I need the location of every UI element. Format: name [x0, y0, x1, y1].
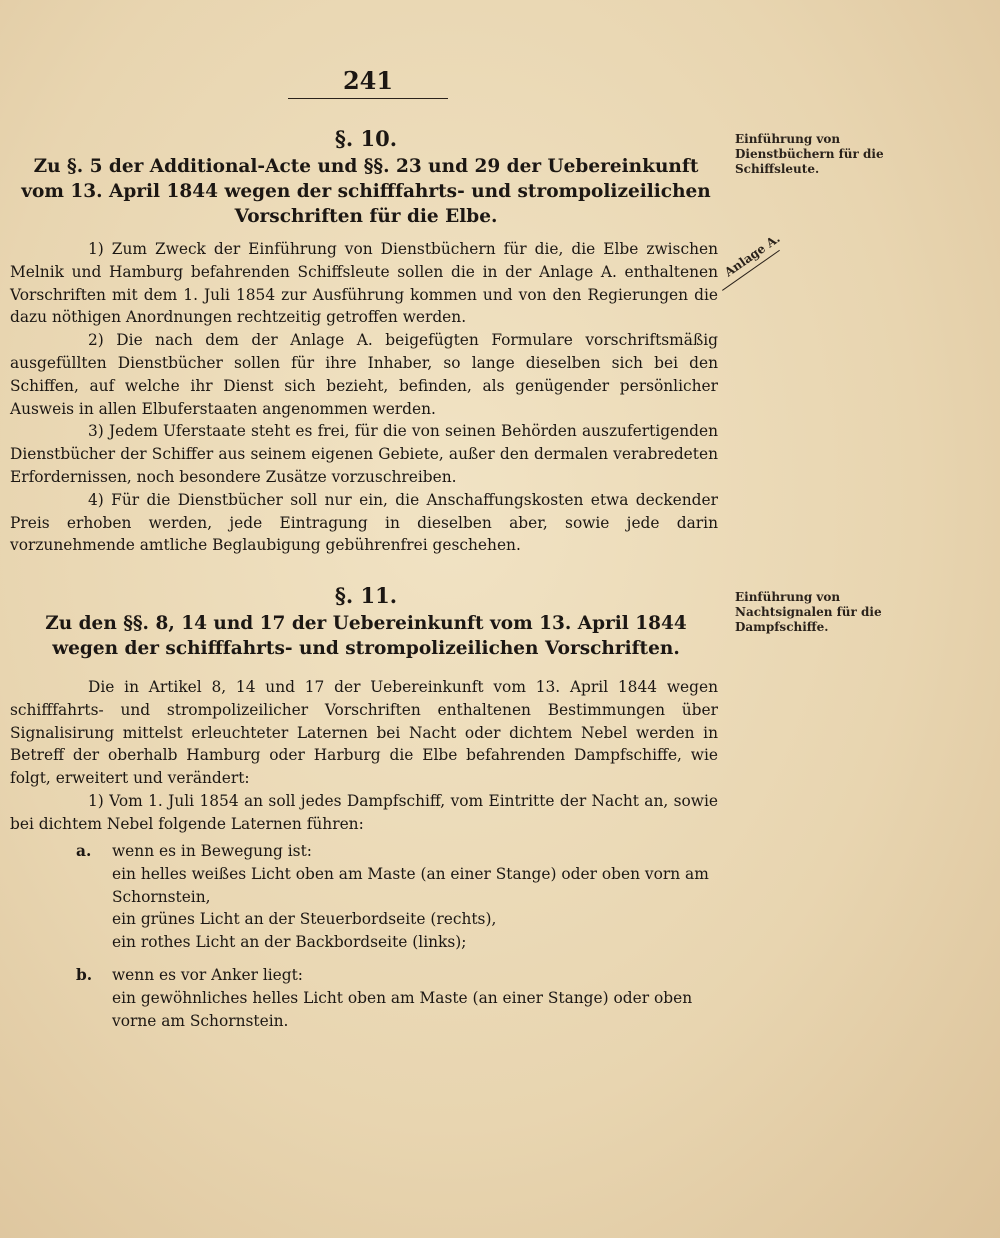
section-11-number: §. 11. [334, 583, 398, 608]
section-11-body [10, 676, 718, 836]
item-line: ein helles weißes Licht oben am Maste (an einer Stange) oder oben vorn am Schornstein, [112, 864, 709, 906]
section-11-heading: Zu den §§. 8, 14 und 17 der Uebereinkunft vom 13. April 1844 wegen der schifffahrts- und strompolizeilichen Vorschriften. [45, 613, 687, 659]
annex-a-stamp: Anlage A. [722, 231, 783, 280]
margin-note-service-books: Einführung von Dienstbüchern für die Schiffsleute. [735, 132, 884, 176]
paragraph: 1) Vom 1. Juli 1854 an soll jedes Dampfschiff, vom Eintritte der Nacht an, sowie bei dichtem Nebel folgende Laternen führen: [10, 791, 718, 833]
item-label: b. [76, 965, 93, 984]
section-10-heading: Zu §. 5 der Additional-Acte und §§. 23 und 29 der Uebereinkunft vom 13. April 1844 wegen der schifffahrts- und strompolizeilichen Vorschriften für die Elbe. [21, 156, 711, 227]
paragraph: 4) Für die Dienstbücher soll nur ein, die Anschaffungskosten etwa deckender Preis erhoben werden, jede Eintragung in dieselben aber, sowie jede darin vorzunehmende amtliche Beglaubigung gebührenfrei geschehen. [10, 490, 718, 555]
header-rule [288, 98, 448, 99]
item-line: ein rothes Licht an der Backbordseite (links); [112, 933, 467, 952]
paragraph: 1) Zum Zweck der Einführung von Dienstbüchern für die, die Elbe zwischen Melnik und Hamburg befahrenden Schiffsleute sollen die in der Anlage A. enthaltenen Vorschriften mit dem 1. Juli 1854 zur Ausführung kommen und von den Regierungen die dazu nöthigen Anordnungen rechtzeitig getroffen werden. [10, 240, 718, 327]
lantern-rules-list [10, 840, 722, 1032]
item-line: wenn es in Bewegung ist: [112, 842, 312, 860]
margin-note-night-signals: Einführung von Nachtsignalen für die Dampfschiffe. [735, 590, 882, 634]
item-line: ein gewöhnliches helles Licht oben am Maste (an einer Stange) oder oben vorne am Schornstein. [112, 988, 693, 1030]
paragraph: 2) Die nach dem der Anlage A. beigefügten Formulare vorschriftsmäßig ausgefüllten Dienstbücher sollen für ihre Inhaber, so lange dieselben sich bei den Schiffen, auf welche ihr Dienst sich bezieht, befinden, als genügender persönlicher Ausweis in allen Elbuferstaaten angenommen werden. [10, 331, 718, 418]
item-line: wenn es vor Anker liegt: [112, 965, 303, 984]
paragraph: Die in Artikel 8, 14 und 17 der Uebereinkunft vom 13. April 1844 wegen schifffahrts- und strompolizeilicher Vorschriften enthaltenen Bestimmungen über Signalisirung mittelst erleuchteter Laternen bei Nacht oder dichtem Nebel werden in Betreff der oberhalb Hamburg oder Harburg die Elbe befahrenden Dampfschiffe, wie folgt, erweitert und verändert: [10, 678, 718, 788]
item-line: ein grünes Licht an der Steuerbordseite (rechts), [112, 910, 497, 929]
paragraph: 3) Jedem Uferstaate steht es frei, für die von seinen Behörden auszufertigenden Dienstbücher der Schiffer aus seinem eigenen Gebiete, außer den dermalen verabredeten Erfordernissen, noch besondere Zusätze vorzuschreiben. [10, 422, 718, 486]
section-10-number: §. 10. [334, 126, 398, 151]
section-10-body [10, 238, 718, 557]
list-item [10, 840, 722, 954]
page-number: 241 [342, 66, 394, 95]
list-item [10, 964, 722, 1032]
item-label: a. [76, 842, 92, 860]
